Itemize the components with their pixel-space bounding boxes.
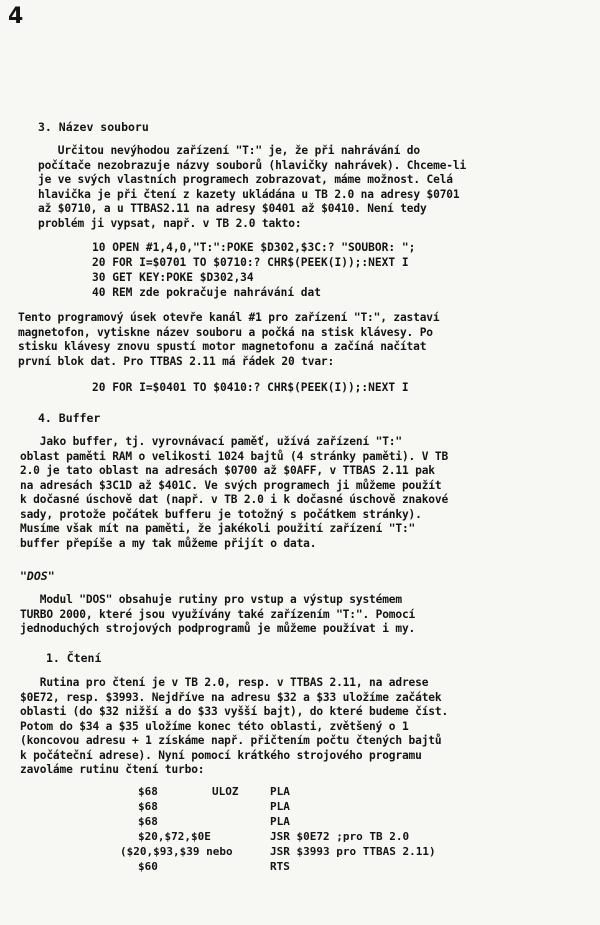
text-line: Rutina pro čtení je v TB 2.0, resp. v TTBAS 2.11, na adrese: [20, 676, 429, 689]
asm-row: [118, 860, 588, 875]
asm-row: [118, 845, 588, 860]
asm-bytes: $68: [138, 800, 158, 813]
dos-section: [20, 568, 560, 584]
assembly-listing: [118, 785, 588, 875]
text-line: Modul "DOS" obsahuje rutiny pro vstup a výstup systémem: [20, 593, 402, 606]
asm-instruction: PLA: [270, 800, 290, 813]
asm-row: [118, 830, 588, 845]
dos-heading: "DOS": [20, 569, 55, 583]
text-line: jednoduchých strojových podprogramů je můžeme používat i my.: [20, 622, 416, 635]
section-3-paragraph-2: [18, 311, 558, 369]
asm-instruction: PLA: [270, 815, 290, 828]
code-line: 10 OPEN #1,4,0,"T:":POKE $D302,$3C:? "SOUBOR: ";: [92, 241, 416, 254]
text-line: magnetofon, vytiskne název souboru a počká na stisk klávesy. Po: [18, 325, 433, 339]
text-line: Určitou nevýhodou zařízení "T:" je, že při nahrávání do: [38, 144, 420, 157]
text-line: zavoláme rutinu čtení turbo:: [20, 763, 205, 776]
section-3-heading: 3. Název souboru: [38, 120, 149, 134]
text-line: (koncovou adresu + 1 získáme např. přičtením počtu čtených bajtů: [20, 734, 442, 747]
text-line: až $0710, a u TTBAS2.11 na adresy $0401 až $0410. Není tedy: [38, 202, 427, 215]
asm-row: [118, 785, 588, 800]
section-1-heading: 1. Čtení: [46, 651, 102, 665]
text-line: 2.0 je tato oblast na adresách $0700 až $0AFF, v TTBAS 2.11 pak: [20, 464, 435, 477]
text-line: sady, protože počátek bufferu je totožný s počátkem stránky).: [20, 507, 422, 521]
text-line: počítače nezobrazuje názvy souborů (hlavičky nahrávek). Chceme-li: [38, 158, 467, 172]
basic-listing-2: [92, 380, 600, 395]
text-line: $0E72, resp. $3993. Nejdříve na adresu $32 a $33 uložíme začátek: [20, 690, 442, 704]
section-3-paragraph-1: [38, 144, 578, 231]
section-3: [38, 119, 578, 135]
text-line: oblast paměti RAM o velikosti 1024 bajtů (4 stránky paměti). V TB: [20, 449, 449, 463]
asm-row: [118, 815, 588, 830]
text-line: k dočasné úschově dat (např. v TB 2.0 i k dočasné úschově znakové: [20, 493, 449, 506]
asm-bytes: $68: [138, 815, 158, 828]
asm-bytes: $20,$72,$0E: [138, 830, 211, 843]
text-line: první blok dat. Pro TTBAS 2.11 má řádek 20 tvar:: [18, 354, 335, 368]
page-number: 4: [8, 4, 24, 29]
text-line: buffer přepíše a my tak můžeme přijít o data.: [20, 536, 317, 550]
text-line: Tento programový úsek otevře kanál #1 pro zařízení "T:", zastaví: [18, 311, 440, 324]
asm-instruction: JSR $3993 pro TTBAS 2.11): [270, 845, 436, 858]
text-line: stisku klávesy znovu spustí motor magnetofonu a začíná načítat: [18, 340, 427, 353]
text-line: Jako buffer, tj. vyrovnávací paměť, užívá zařízení "T:": [20, 435, 402, 448]
asm-instruction: RTS: [270, 860, 290, 873]
asm-row: [118, 800, 588, 815]
text-line: Potom do $34 a $35 uložíme konec této oblasti, zvětšený o 1: [20, 719, 409, 733]
text-line: k počáteční adrese). Nyní pomocí krátkého strojového programu: [20, 748, 422, 762]
asm-label: ULOZ: [212, 785, 239, 798]
asm-instruction: JSR $0E72 ;pro TB 2.0: [270, 830, 410, 843]
code-line: 40 REM zde pokračuje nahrávání dat: [92, 286, 322, 299]
asm-bytes: $60: [138, 860, 158, 873]
text-line: TURBO 2000, které jsou využívány také zařízením "T:". Pomocí: [20, 607, 416, 621]
section-4-paragraph: [20, 435, 560, 551]
asm-instruction: PLA: [270, 785, 290, 798]
text-line: problém ji vypsat, např. v TB 2.0 takto:: [38, 216, 302, 230]
text-line: oblasti (do $32 nižší a do $33 vyšší bajt), do které budeme číst.: [20, 705, 449, 718]
section-4: [38, 410, 578, 426]
code-line: 30 GET KEY:POKE $D302,34: [92, 271, 254, 284]
section-1: [46, 650, 586, 666]
code-line: 20 FOR I=$0701 TO $0710:? CHR$(PEEK(I));:NEXT I: [92, 256, 409, 269]
asm-bytes: ($20,$93,$39 nebo: [120, 845, 233, 858]
section-4-heading: 4. Buffer: [38, 411, 101, 425]
text-line: je ve svých vlastních programech zobrazovat, máme možnost. Celá: [38, 173, 453, 186]
text-line: hlavička je při čtení z kazety ukládána u TB 2.0 na adresy $0701: [38, 187, 460, 201]
text-line: na adresách $3C1D až $401C. Ve svých programech ji můžeme použít: [20, 478, 442, 492]
dos-paragraph: [20, 593, 560, 637]
basic-listing: [92, 240, 600, 300]
section-1-paragraph: [20, 676, 560, 778]
text-line: Musíme však mít na paměti, že jakékoli použití zařízení "T:": [20, 522, 416, 535]
code-line: 20 FOR I=$0401 TO $0410:? CHR$(PEEK(I));:NEXT I: [92, 381, 409, 394]
asm-bytes: $68: [138, 785, 158, 798]
